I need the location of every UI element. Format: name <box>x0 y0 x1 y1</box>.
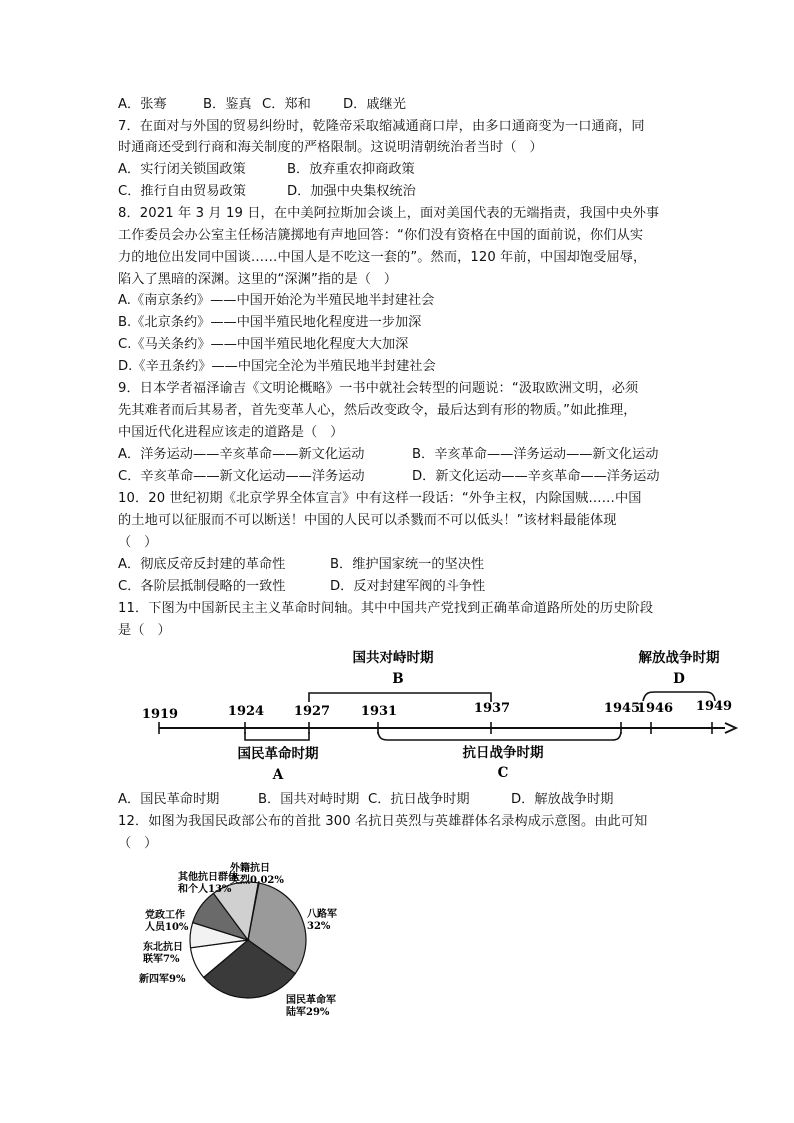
q10-option-a: A．彻底反帝反封建的革命性 <box>118 557 286 572</box>
q6-option-d: D．戚继光 <box>343 97 406 112</box>
timeline-year-1949: 1949 <box>695 699 733 714</box>
q6-option-b: B．鉴真 <box>203 97 252 112</box>
q12-stem-line-1: 12．如图为我国民政部公布的首批 300 名抗日英烈与英雄群体名录构成示意图。由此可知 <box>118 814 648 829</box>
pie-label-0-line-0: 八路军 <box>307 909 337 920</box>
timeline-year-1919: 1919 <box>141 707 179 722</box>
q10-stem-line-2: 的土地可以征服而不可以断送！中国的人民可以杀戮而不可以低头！”该材料最能体现 <box>118 513 617 528</box>
q7-stem-line-2: 时通商还受到行商和海关制度的严格限制。这说明清朝统治者当时（ ） <box>118 140 543 155</box>
q10-option-d: D．反对封建军阀的斗争性 <box>330 579 486 594</box>
q11-option-b: B．国共对峙时期 <box>258 792 360 807</box>
q11-option-c: C．抗日战争时期 <box>368 792 470 807</box>
q7-option-b: B．放弃重农抑商政策 <box>287 162 415 177</box>
pie-label-0-line-1: 32% <box>307 921 331 932</box>
timeline-year-1945: 1945 <box>603 701 641 716</box>
q7-option-d: D．加强中央集权统治 <box>287 184 416 199</box>
heroes-composition-pie-chart <box>0 855 794 1025</box>
timeline-year-1946: 1946 <box>636 701 674 716</box>
pie-label-3-line-0: 东北抗日 <box>143 942 183 953</box>
q7-option-c: C．推行自由贸易政策 <box>118 184 246 199</box>
pie-slices <box>190 882 306 998</box>
q10-option-b: B．维护国家统一的坚决性 <box>330 557 485 572</box>
pie-label-6 <box>230 861 284 886</box>
pie-label-6-line-1: 英烈0.02% <box>230 875 284 886</box>
timeline-period-c-name: 抗日战争时期 <box>462 745 544 761</box>
q11-stem-line-1: 11．下图为中国新民主主义革命时间轴。其中中国共产党找到正确革命道路所处的历史阶段 <box>118 601 654 616</box>
pie-label-1 <box>286 993 336 1018</box>
timeline-period-a-name: 国民革命时期 <box>237 746 319 762</box>
timeline-period-d-name: 解放战争时期 <box>638 650 720 666</box>
pie-label-5-line-1: 和个人13% <box>178 884 232 895</box>
timeline-bracket-c <box>378 732 621 740</box>
q8-option-c: C.《马关条约》——中国半殖民地化程度大大加深 <box>118 337 409 352</box>
q11-option-a: A．国民革命时期 <box>118 792 220 807</box>
q8-option-b: B.《北京条约》——中国半殖民地化程度进一步加深 <box>118 315 422 330</box>
timeline-bracket-a <box>245 732 309 740</box>
timeline-period-d-letter: D <box>673 671 685 687</box>
q8-stem-line-2: 工作委员会办公室主任杨洁篪掷地有声地回答：“你们没有资格在中国的面前说，你们从实 <box>118 228 644 243</box>
timeline-year-1927: 1927 <box>293 704 331 719</box>
pie-label-2-line-0: 新四军9% <box>139 974 186 985</box>
q6-option-c: C．郑和 <box>262 97 311 112</box>
pie-label-3 <box>143 940 183 965</box>
q9-option-c: C．辛亥革命——新文化运动——洋务运动 <box>118 469 365 484</box>
q9-option-b: B．辛亥革命——洋务运动——新文化运动 <box>412 447 659 462</box>
pie-label-5 <box>178 870 238 895</box>
pie-label-1-line-1: 陆军29% <box>286 1007 330 1018</box>
q8-stem-line-3: 力的地位出发同中国谈……中国人是不吃这一套的”。然而，120 年前，中国却饱受屈辱， <box>118 250 647 265</box>
q12-stem-line-2: （ ） <box>118 836 158 851</box>
q9-stem-line-1: 9．日本学者福泽谕吉《文明论概略》一书中就社会转型的问题说：“汲取欧洲文明，必须 <box>118 381 639 396</box>
pie-label-2 <box>139 972 186 985</box>
q9-stem-line-2: 先其难者而后其易者，首先变革人心，然后改变政令，最后达到有形的物质。”如此推理， <box>118 403 637 418</box>
timeline-bracket-b <box>309 693 491 702</box>
q9-stem-line-3: 中国近代化进程应该走的道路是（ ） <box>118 425 344 440</box>
q11-stem-line-2: 是（ ） <box>118 623 171 638</box>
q6-option-a: A．张骞 <box>118 97 167 112</box>
q9-option-a: A．洋务运动——辛亥革命——新文化运动 <box>118 447 365 462</box>
q8-option-d: D.《辛丑条约》——中国完全沦为半殖民地半封建社会 <box>118 359 436 374</box>
q10-stem-line-3: （ ） <box>118 535 158 550</box>
q8-option-a: A.《南京条约》——中国开始沦为半殖民地半封建社会 <box>118 293 435 308</box>
revolution-timeline <box>0 640 794 790</box>
q7-stem-line-1: 7．在面对与外国的贸易纠纷时，乾隆帝采取缩减通商口岸，由多口通商变为一口通商，同 <box>118 119 645 134</box>
timeline-arrow-icon <box>725 723 736 733</box>
q9-option-d: D．新文化运动——辛亥革命——洋务运动 <box>412 469 660 484</box>
pie-label-6-line-0: 外籍抗日 <box>230 863 270 874</box>
pie-label-4-line-1: 人员10% <box>145 922 189 933</box>
timeline-period-c-letter: C <box>497 765 509 781</box>
pie-label-1-line-0: 国民革命军 <box>286 995 336 1006</box>
timeline-year-1924: 1924 <box>227 704 265 719</box>
timeline-year-1937: 1937 <box>473 701 511 716</box>
q11-option-d: D．解放战争时期 <box>511 792 614 807</box>
timeline-year-1931: 1931 <box>360 704 398 719</box>
pie-label-4-line-0: 党政工作 <box>145 910 185 921</box>
q8-stem-line-1: 8．2021 年 3 月 19 日，在中美阿拉斯加会谈上，面对美国代表的无端指责，我国中央外事 <box>118 206 660 221</box>
timeline-period-b-name: 国共对峙时期 <box>352 650 434 666</box>
pie-label-0 <box>307 907 337 932</box>
timeline-period-b-letter: B <box>392 671 404 687</box>
pie-label-3-line-1: 联军7% <box>143 954 180 965</box>
q7-option-a: A．实行闭关锁国政策 <box>118 162 246 177</box>
q8-stem-line-4: 陷入了黑暗的深渊。这里的“深渊”指的是（ ） <box>118 272 398 287</box>
pie-label-4 <box>145 908 189 933</box>
q10-stem-line-1: 10．20 世纪初期《北京学界全体宣言》中有这样一段话：“外争主权，内除国贼……中国 <box>118 491 642 506</box>
q10-option-c: C．各阶层抵制侵略的一致性 <box>118 579 286 594</box>
pie-label-5-line-0: 其他抗日群体 <box>178 872 238 883</box>
timeline-period-a-letter: A <box>272 767 284 783</box>
